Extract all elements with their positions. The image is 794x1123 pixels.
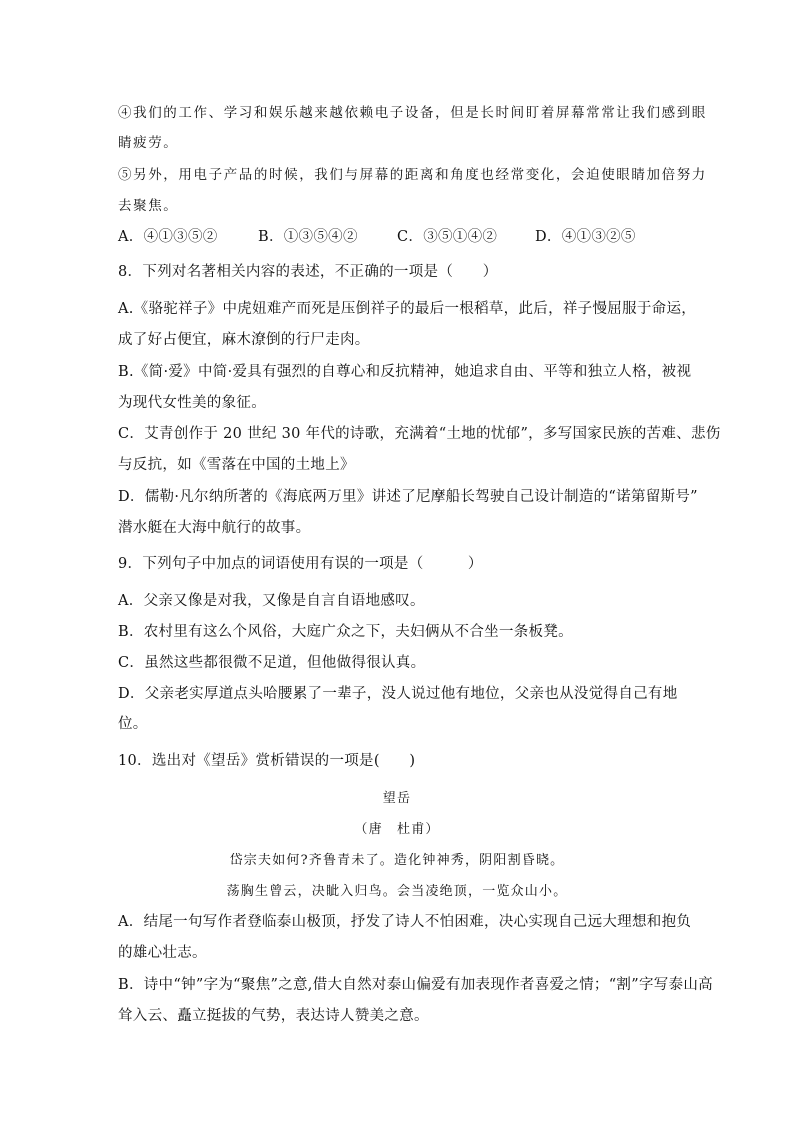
q7-option-d: D．④①③②⑤ xyxy=(535,229,636,245)
q10-option-b-line-2: 耸入云、矗立挺拔的气势，表达诗人赞美之意。 xyxy=(118,1008,429,1024)
q9-option-a: A．父亲又像是对我，又像是自言自语地感叹。 xyxy=(118,593,425,609)
q8-option-d-line-1: D．儒勒·凡尔纳所著的《海底两万里》讲述了尼摩船长驾驶自己设计制造的“诺第留斯号” xyxy=(118,489,698,505)
poem-line-2: 荡胸生曾云，决眦入归鸟。会当凌绝顶，一览众山小。 xyxy=(226,884,568,899)
q7-sentence-4-line-2: 睛疲劳。 xyxy=(118,135,179,151)
q8-option-c-line-2: 与反抗，如《雪落在中国的土地上》 xyxy=(118,457,355,473)
q8-option-a-line-1: A.《骆驼祥子》中虎妞难产而死是压倒祥子的最后一根稻草，此后，祥子慢屈服于命运， xyxy=(118,301,697,317)
q10-option-b-line-1: B．诗中“钟”字为“聚焦”之意,借大自然对泰山偏爱有加表现作者喜爱之情；“割”字写泰山高 xyxy=(118,977,713,993)
q10-stem: 10．选出对《望岳》赏析错误的一项是( ) xyxy=(118,753,416,769)
q8-option-d-line-2: 潜水艇在大海中航行的故事。 xyxy=(118,520,311,536)
poem-title: 望岳 xyxy=(382,791,412,806)
q7-sentence-5-line-1: ⑤另外，用电子产品的时候，我们与屏幕的距离和角度也经常变化，会迫使眼睛加倍努力 xyxy=(118,167,707,183)
q10-option-a-line-2: 的雄心壮志。 xyxy=(118,945,207,961)
q10-option-a-line-1: A．结尾一句写作者登临泰山极顶，抒发了诗人不怕困难，决心实现自己远大理想和抱负 xyxy=(118,914,692,930)
q8-option-b-line-2: 为现代女性美的象征。 xyxy=(118,395,266,411)
q9-stem: 9．下列句子中加点的词语使用有误的一项是（ ） xyxy=(118,556,483,572)
q8-option-c-line-1: C．艾青创作于 20 世纪 30 年代的诗歌，充满着“土地的忧郁”，多写国家民族的苦难、悲伤 xyxy=(118,426,721,442)
q8-stem: 8．下列对名著相关内容的表述，不正确的一项是（ ） xyxy=(118,264,498,280)
q9-option-d-line-2: 位。 xyxy=(118,716,148,732)
q7-option-c: C．③⑤①④② xyxy=(397,229,498,245)
q7-sentence-5-line-2: 去聚焦。 xyxy=(118,198,179,214)
poem-line-1: 岱宗夫如何?齐鲁青未了。造化钟神秀，阴阳割昏晓。 xyxy=(229,853,565,868)
q7-option-a: A．④①③⑤② xyxy=(118,229,218,245)
q7-option-b: B．①③⑤④② xyxy=(258,229,358,245)
q9-option-c: C．虽然这些都很微不足道，但他做得很认真。 xyxy=(118,655,426,671)
q8-option-a-line-2: 成了好占便宜，麻木潦倒的行尸走肉。 xyxy=(118,332,370,348)
q7-sentence-4-line-1: ④我们的工作、学习和娱乐越来越依赖电子设备，但是长时间盯着屏幕常常让我们感到眼 xyxy=(118,105,707,121)
q9-option-b: B．农村里有这么个风俗，大庭广众之下，夫妇俩从不合坐一条板凳。 xyxy=(118,624,573,640)
poem-author: （唐 杜甫） xyxy=(354,822,440,837)
q9-option-d-line-1: D．父亲老实厚道点头哈腰累了一辈子，没人说过他有地位，父亲也从没觉得自己有地 xyxy=(118,686,678,702)
q8-option-b-line-1: B.《简·爱》中简·爱具有强烈的自尊心和反抗精神，她追求自由、平等和独立人格，被视 xyxy=(118,364,692,380)
